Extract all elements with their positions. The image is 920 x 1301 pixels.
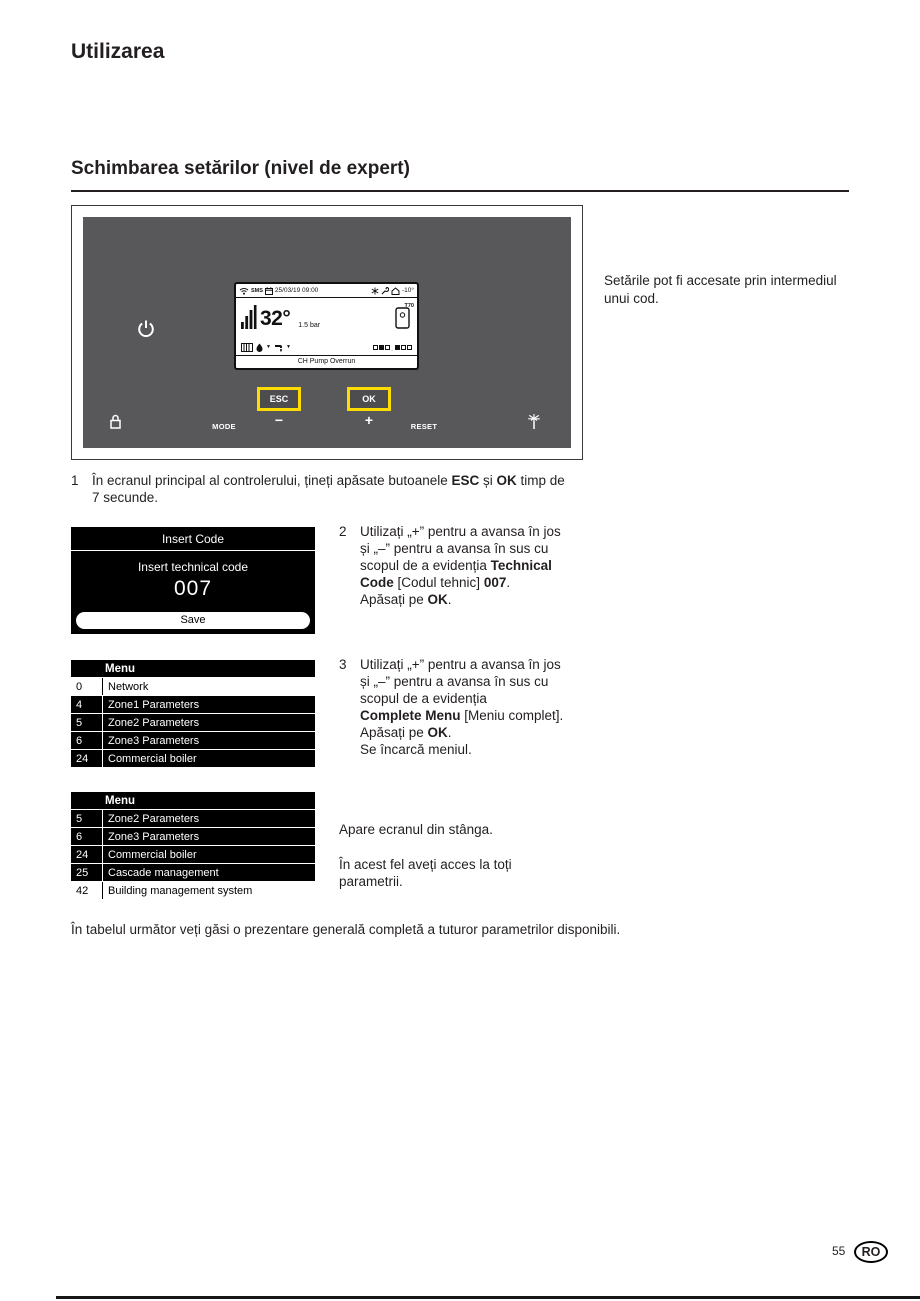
flow-temperature: 32° <box>260 307 291 330</box>
menu-row-label: Zone2 Parameters <box>108 716 200 729</box>
menu-2-rows <box>71 810 315 900</box>
step-1-number: 1 <box>71 473 79 488</box>
display-datetime: 25/03/19 09:00 <box>274 287 319 294</box>
menu-row[interactable] <box>71 732 315 750</box>
menu-row[interactable] <box>71 882 315 900</box>
step-2-number: 2 <box>339 524 347 539</box>
bottom-note: În tabelul următor veți găsi o prezentare generală completă a tuturor parametrilor disponibili. <box>71 922 621 937</box>
menu-row-label: Zone2 Parameters <box>108 812 200 825</box>
menu-row-number: 5 <box>71 714 103 731</box>
menu-row-label: Commercial boiler <box>108 848 197 861</box>
menu-screen-1 <box>71 660 315 768</box>
display-status-text: CH Pump Overrun <box>236 355 417 368</box>
pressure-value: 1.5 bar <box>298 321 321 329</box>
display-main-area <box>236 298 417 340</box>
language-badge: RO <box>854 1241 888 1263</box>
menu-row[interactable] <box>71 696 315 714</box>
save-button[interactable]: Save <box>76 612 310 629</box>
menu-row-label: Zone3 Parameters <box>108 830 200 843</box>
menu-row-number: 6 <box>71 732 103 749</box>
step-2 <box>339 523 589 608</box>
minus-button[interactable]: − <box>274 412 284 428</box>
power-icon <box>136 319 156 344</box>
snowflake-icon <box>371 282 379 300</box>
controller-figure <box>71 205 583 460</box>
menu-row[interactable] <box>71 828 315 846</box>
heat-bars-icon <box>241 305 257 334</box>
controller-panel <box>83 217 571 448</box>
menu-row-number: 0 <box>71 678 103 695</box>
menu-row-label: Cascade management <box>108 866 219 879</box>
display-icons-row <box>236 340 417 355</box>
mode-button[interactable]: MODE <box>212 422 236 431</box>
menu-row-label: Network <box>108 680 149 693</box>
section-rule <box>71 190 849 192</box>
controller-display <box>234 282 419 370</box>
menu-row[interactable] <box>71 810 315 828</box>
menu-screen-2 <box>71 792 315 900</box>
menu-row[interactable] <box>71 714 315 732</box>
insert-code-subtitle: Insert technical code <box>137 560 249 574</box>
menu-row-label: Zone1 Parameters <box>108 698 200 711</box>
intro-note: Setările pot fi accesate prin intermediul unui cod. <box>604 273 837 306</box>
menu-row-number: 24 <box>71 750 103 767</box>
menu-row-number: 6 <box>71 828 103 845</box>
menu-1-rows <box>71 678 315 768</box>
menu-2-caption: Apare ecranul din stânga. <box>339 822 493 837</box>
technical-code-value: 007 <box>173 577 213 600</box>
down-arrow-icon: ▼ <box>266 344 271 350</box>
menu-row[interactable] <box>71 846 315 864</box>
menu-row-number: 5 <box>71 810 103 827</box>
sms-icon: SMS <box>251 287 263 294</box>
step-1 <box>71 472 616 506</box>
menu-row-number: 4 <box>71 696 103 713</box>
wrench-icon <box>381 282 389 300</box>
menu-row-label: Building management system <box>108 884 253 897</box>
menu-row-label: Zone3 Parameters <box>108 734 200 747</box>
boiler-icon <box>395 302 414 334</box>
menu-row[interactable] <box>71 750 315 768</box>
menu-row-number: 42 <box>71 882 103 899</box>
insert-code-screen <box>71 527 315 634</box>
page-bottom-edge <box>56 1296 920 1299</box>
boiler-temp-label: T70 <box>404 302 414 309</box>
ok-button[interactable]: OK <box>347 387 391 411</box>
display-status-bar <box>236 284 417 298</box>
page-number: 55 <box>832 1244 846 1258</box>
menu-row[interactable] <box>71 864 315 882</box>
tap-icon <box>274 339 283 357</box>
insert-code-title: Insert Code <box>161 532 225 546</box>
menu-2-title: Menu <box>71 792 315 810</box>
down-arrow-icon: ▼ <box>285 344 291 350</box>
cascade-squares-icon: · <box>372 339 412 357</box>
outdoor-temp-value: -10° <box>402 287 414 294</box>
menu-row-label: Commercial boiler <box>108 752 197 765</box>
section-title: Schimbarea setărilor (nivel de expert) <box>71 158 410 179</box>
menu-1-title: Menu <box>71 660 315 678</box>
step-2-text: Utilizați „+” pentru a avansa în jos și „–” pentru a avansa în sus cu scopul de a evidenția Technical Code [Codul tehnic] 007. Apăsați pe OK. <box>360 524 561 607</box>
plus-button[interactable]: + <box>364 412 374 428</box>
calendar-icon <box>265 282 273 300</box>
lock-icon <box>109 414 122 434</box>
page-header: Utilizarea <box>71 40 165 63</box>
insert-code-divider <box>71 550 315 551</box>
radiator-icon <box>241 339 253 357</box>
house-icon <box>391 282 400 300</box>
step-1-text: În ecranul principal al controlerului, țineți apăsate butoanele ESC și OK timp de 7 secunde. <box>92 473 565 505</box>
chimney-sweep-icon <box>527 413 541 435</box>
wifi-icon <box>239 282 249 300</box>
flame-icon <box>256 339 263 357</box>
step-3-number: 3 <box>339 657 347 672</box>
menu-2-note: În acest fel aveți acces la toți parametrii. <box>339 857 512 889</box>
step-3-text: Utilizați „+” pentru a avansa în jos și „–” pentru a avansa în sus cu scopul de a evidenția Complete Menu [Meniu complet]. Apăsați pe OK. Se încarcă meniul. <box>360 657 564 757</box>
reset-button[interactable]: RESET <box>410 422 438 431</box>
menu-row-number: 25 <box>71 864 103 881</box>
menu-row-number: 24 <box>71 846 103 863</box>
menu-row[interactable] <box>71 678 315 696</box>
esc-button[interactable]: ESC <box>257 387 301 411</box>
step-3 <box>339 656 589 758</box>
